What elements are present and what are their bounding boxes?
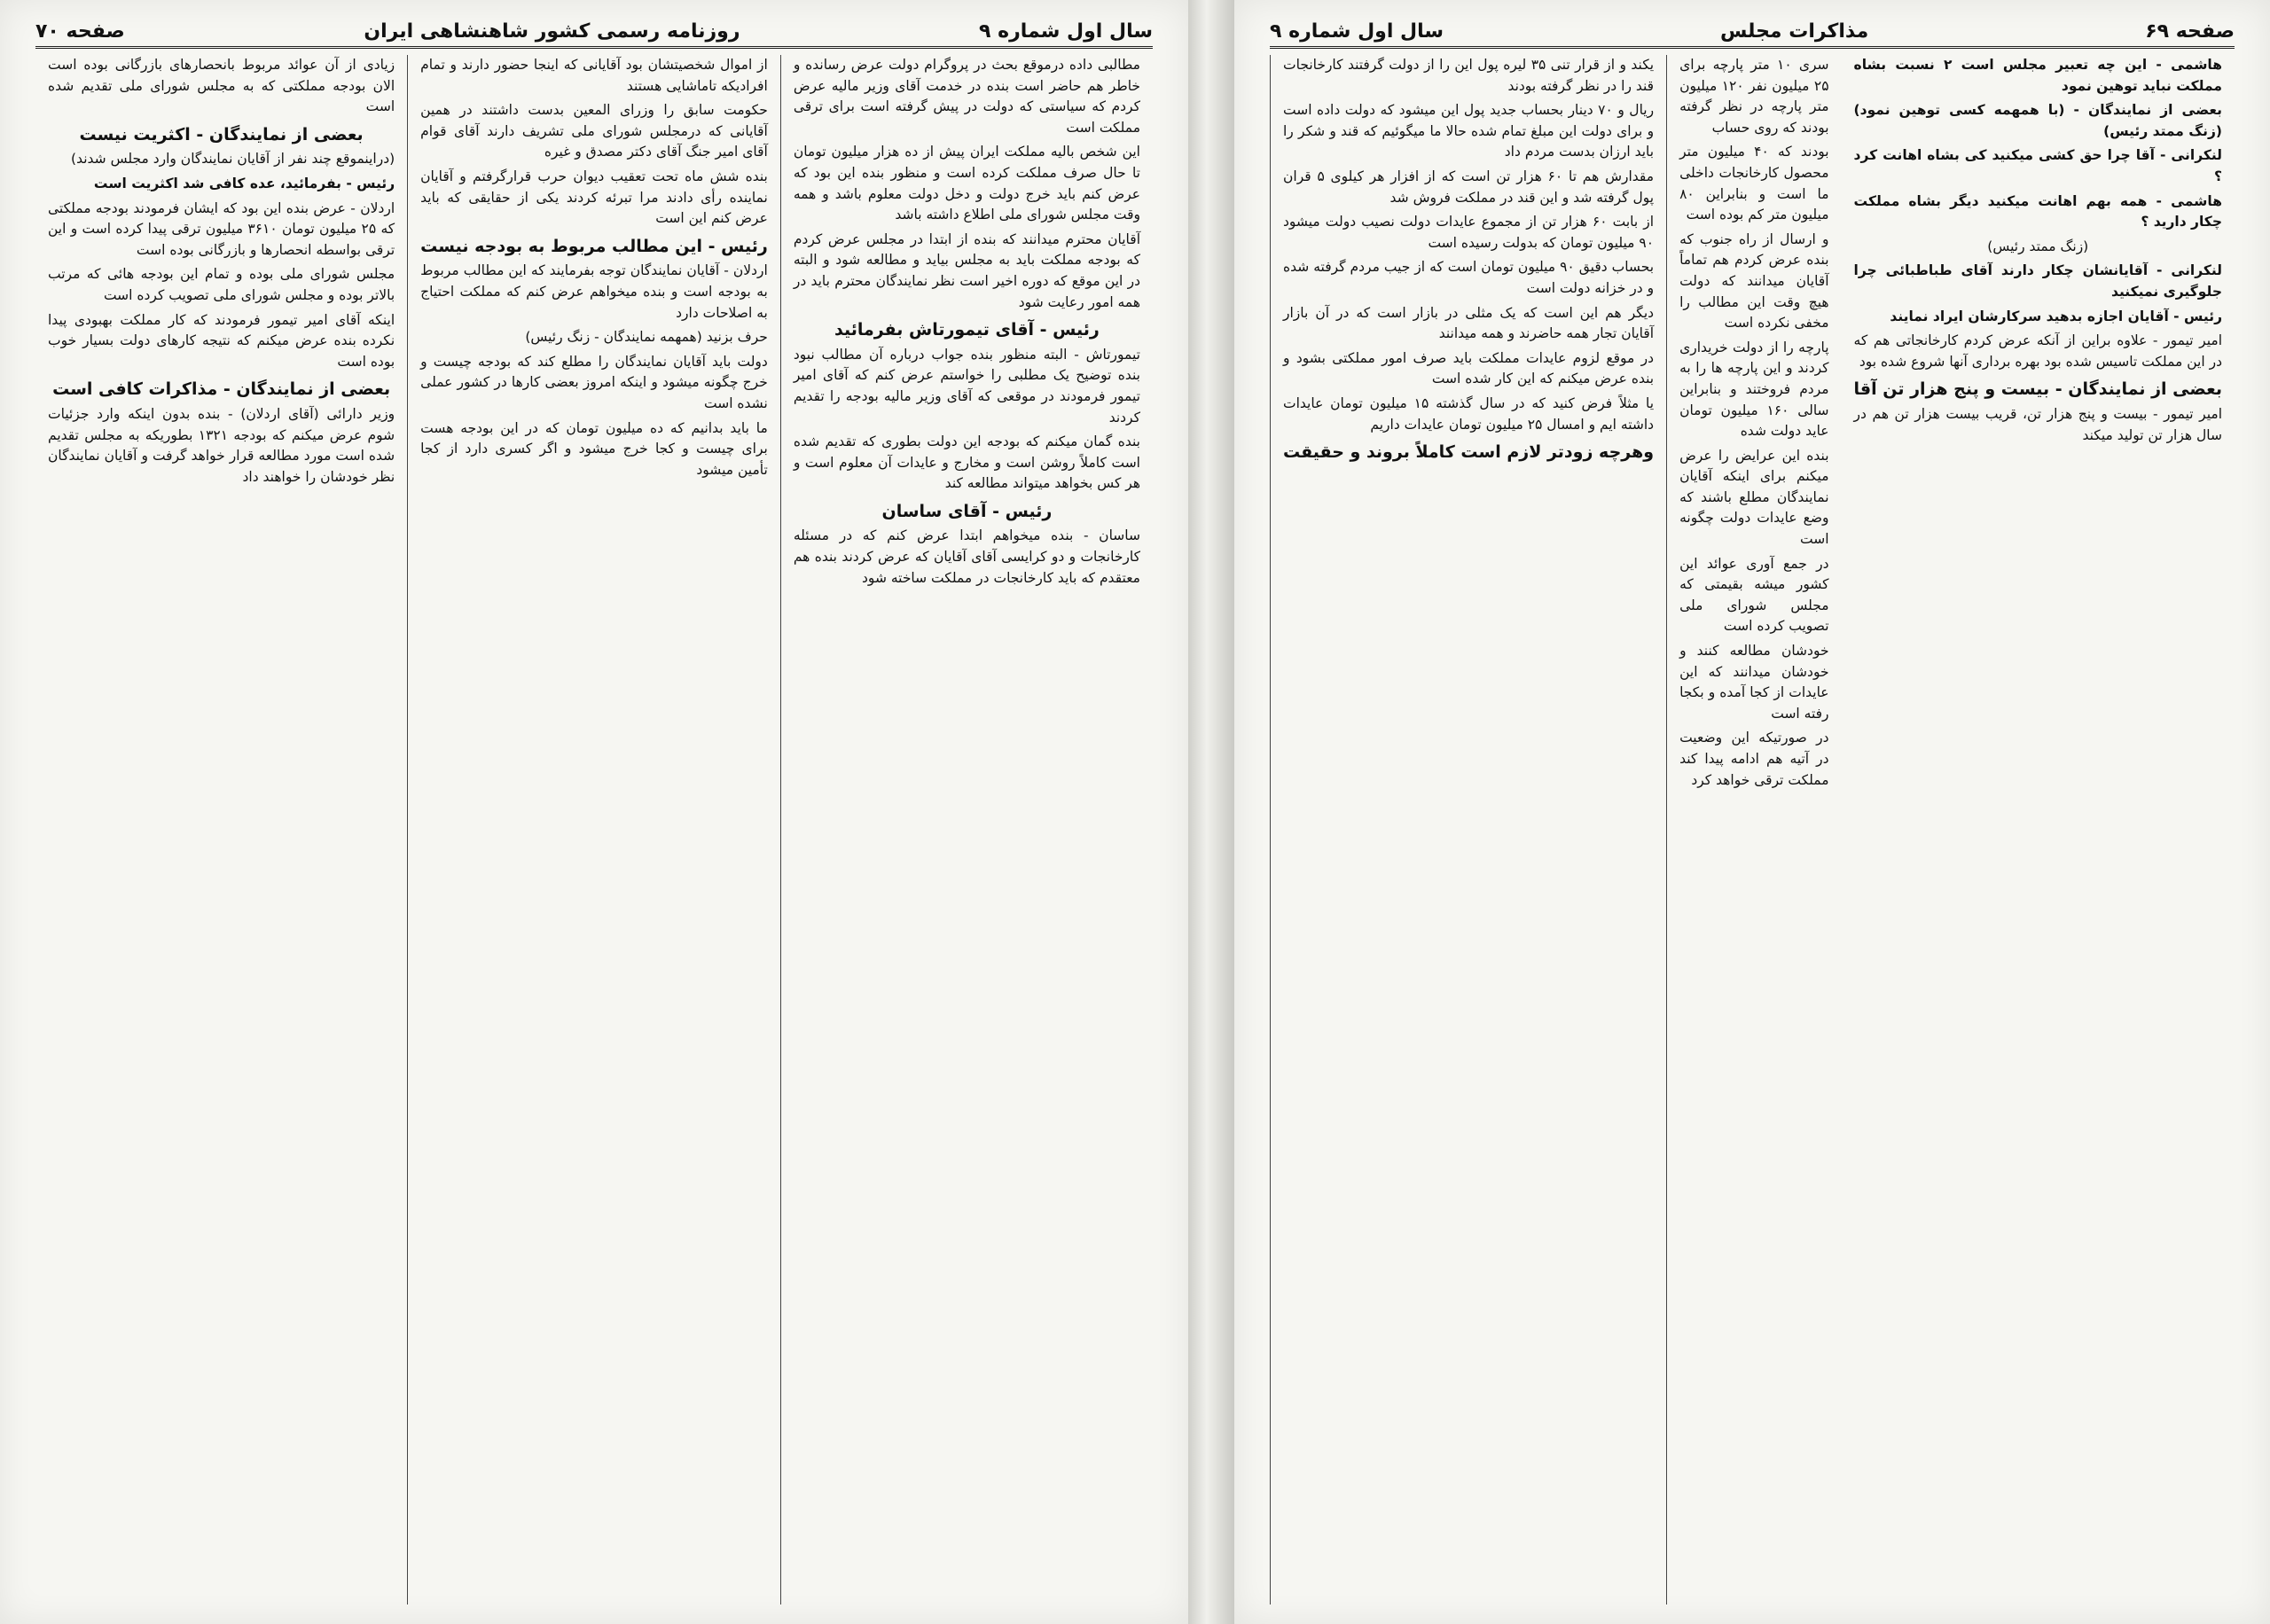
paragraph: در جمع آوری عوائد این کشور میشه بقیمتی که مجلس شورای ملی تصویب کرده است — [1679, 555, 1829, 635]
paragraph: امیر تیمور - علاوه براین از آنکه عرض کردم کارخانجاتی هم که در این مملکت تاسیس شده بود بهره برداری آنها شروع شده بود — [1853, 332, 2222, 370]
paragraph: هاشمی - همه بهم اهانت میکنید دیگر بشاه مملکت چکار دارید ؟ — [1853, 192, 2222, 230]
paragraph: این شخص بالیه مملکت ایران پیش از ده هزار میلیون تومان تا حال صرف مملکت کرده است و منظور بنده این بود که عرض کنم باید خرج دولت و دخل دولت معلوم باشد و همه وقت مجلس شورای ملی اطلاع داشته باشد — [793, 144, 1140, 223]
right-page-issue: سال اول شماره ۹ — [1270, 20, 1444, 43]
paragraph: ما باید بدانیم که ده میلیون تومان که در این بودجه هست برای چیست و کجا خرج میشود و اگر کسری دارد از کجا تأمین میشود — [420, 419, 768, 478]
right-page — [1234, 0, 2270, 1624]
speaker-heading: رئیس - آقای ساسان — [881, 501, 1053, 521]
right-page-columns — [1270, 55, 2235, 1604]
paragraph: رئیس - بفرمائید، عده کافی شد اکثریت است — [93, 175, 395, 191]
left-page-issue: سال اول شماره ۹ — [978, 20, 1153, 43]
paragraph: اردلان - عرض بنده این بود که ایشان فرمودند بودجه مملکتی که ۲۵ میلیون تومان ۳۶۱۰ میلیون ترقی پیدا کرده است و این ترقی بواسطه انحصارها و بازرگانی بوده است — [48, 199, 395, 258]
speaker-heading: بعضی از نمایندگان - مذاکرات کافی است — [52, 379, 391, 400]
paragraph: از اموال شخصیتشان بود آقایانی که اینجا حضور دارند و تمام افرادیکه تاماشایی هستند — [420, 57, 768, 94]
paragraph: یا مثلاً فرض کنید که در سال گذشته ۱۵ میلیون تومان عایدات داشته ایم و امسال ۲۵ میلیون تومان عایدات داریم — [1283, 394, 1655, 433]
left-column-3 — [35, 55, 407, 1604]
paragraph: (زنگ ممتد رئیس) — [1987, 238, 2089, 254]
paragraph: آقایان محترم میدانند که بنده از ابتدا در مجلس عرض کردم که بودجه مملکت باید به مجلس بیاید و مطالعه شود و البته در این موقع که دوره اخیر است نظر نمایندگان محترم باید در همه امور رعایت شود — [793, 230, 1140, 310]
left-page-header — [35, 16, 1153, 49]
left-column-2 — [407, 55, 780, 1604]
paragraph: در صورتیکه این وضعیت در آتیه هم ادامه پیدا کند مملکت ترقی خواهد کرد — [1679, 730, 1829, 788]
paragraph: رئیس - آقایان اجازه بدهید سرکارشان ایراد نمایند — [1890, 308, 2222, 324]
paragraph: ریال و ۷۰ دینار بحساب جدید پول این میشود که دولت داده است و برای دولت این مبلغ تمام شده حالا ما میگوئیم که قند و شکر را باید ارزان بدست مردم داد — [1283, 102, 1655, 160]
paragraph: اردلان - آقایان نمایندگان توجه بفرمایند که این مطالب مربوط به بودجه است و بنده میخواهم عرض کنم که مملکت احتیاج به اصلاحات دارد — [420, 262, 768, 321]
paragraph: زیادی از آن عوائد مربوط بانحصارهای بازرگانی بوده است الان بودجه مملکتی که به مجلس شورای ملی تقدیم شده است — [48, 57, 395, 115]
right-column-1 — [1270, 55, 1666, 1604]
paragraph: بنده گمان میکنم که بودجه این دولت بطوری که تقدیم شده است کاملاً روشن است و مخارج و عایدات آن معلوم است و هر کس بخواهد میتواند مطالعه کند — [793, 433, 1140, 492]
paragraph: لنکرانی - آقا چرا حق کشی میکنید کی بشاه اهانت کرد ؟ — [1853, 147, 2222, 184]
right-column-3 — [1842, 55, 2235, 1604]
paragraph: بحساب دقیق ۹۰ میلیون تومان است که از جیب مردم گرفته شده و در خزانه دولت است — [1283, 259, 1655, 296]
paragraph: امیر تیمور - بیست و پنج هزار تن، قریب بیست هزار تن هم در سال هزار تن تولید میکند — [1853, 405, 2222, 443]
page-gutter — [1188, 0, 1234, 1624]
right-column-2 — [1666, 55, 1841, 1604]
right-page-number: صفحه ۶۹ — [2145, 20, 2235, 43]
paragraph: بودند که ۴۰ میلیون متر محصول کارخانجات داخلی ما است و بنابراین ۸۰ میلیون متر کم بوده است — [1679, 144, 1829, 223]
right-page-header — [1270, 16, 2235, 49]
right-page-title: مذاکرات مجلس — [1720, 20, 1869, 43]
paragraph: هاشمی - این چه تعبیر مجلس است ۲ نسبت بشاه مملکت نباید توهین نمود — [1853, 57, 2223, 94]
paragraph: سری ۱۰ متر پارچه برای ۲۵ میلیون نفر ۱۲۰ میلیون متر پارچه در نظر گرفته بودند که روی حساب — [1679, 57, 1829, 136]
column-footer-line: وهرچه زودتر لازم است کاملاً بروند و حقیقت — [1283, 442, 1655, 463]
paragraph: وزیر دارائی (آقای اردلان) - بنده بدون اینکه وارد جزئیات شوم عرض میکنم که بودجه ۱۳۲۱ بطوریکه به مجلس تقدیم شده است مورد مطالعه قرار خواهد گرفت و آقایان نمایندگان نظر خودشان را خواهند داد — [48, 405, 395, 485]
paragraph: پارچه را از دولت خریداری کردند و این پارچه ها را به مردم فروختند و بنابراین سالی ۱۶۰ میلیون تومان عاید دولت شده — [1679, 339, 1829, 440]
paragraph: در موقع لزوم عایدات مملکت باید صرف امور مملکتی بشود و بنده عرض میکنم که این کار شده است — [1283, 349, 1655, 387]
paragraph: بعضی از نمایندگان - (با همهمه کسی توهین نمود) (زنگ ممتد رئیس) — [1853, 102, 2222, 139]
paragraph: مقدارش هم تا ۶۰ هزار تن است که از افزار هر کیلوی ۵ قران پول گرفته شد و این قند در مملکت فروش شد — [1283, 168, 1655, 206]
paragraph: بنده این عرایض را عرض میکنم برای اینکه آقایان نمایندگان مطلع باشند که وضع عایدات دولت چگونه است — [1679, 447, 1829, 548]
paragraph: حکومت سابق را وزرای المعین بدست داشتند در همین آقایانی که درمجلس شورای ملی تشریف دارند آقای قوام آقای امیر جنگ آقای دکتر مصدق و غیره — [420, 102, 768, 160]
paragraph: مجلس شورای ملی بوده و تمام این بودجه هائی که مرتب بالاتر بوده و مجلس شورای ملی تصویب کرده است — [48, 266, 395, 303]
paragraph: یکند و از قرار تنی ۳۵ لیره پول این را از دولت گرفتند کارخانجات قند را در نظر گرفته بودند — [1283, 57, 1655, 94]
paragraph: خودشان مطالعه کنند و خودشان میدانند که این عایدات از کجا آمده و بکجا رفته است — [1679, 643, 1829, 722]
speaker-heading: بعضی از نمایندگان - بیست و پنج هزار تن آقا — [1853, 379, 2222, 400]
paragraph: حرف بزنید (همهمه نمایندگان - زنگ رئیس) — [525, 329, 768, 346]
paragraph: (دراینموقع چند نفر از آقایان نمایندگان وارد مجلس شدند) — [71, 151, 395, 168]
paragraph: از بابت ۶۰ هزار تن از مجموع عایدات دولت نصیب دولت میشود ۹۰ میلیون تومان که بدولت رسیده است — [1283, 214, 1655, 251]
left-page-number: صفحه ۷۰ — [35, 20, 125, 43]
paragraph: دولت باید آقایان نمایندگان را مطلع کند که بودجه چیست و خرج چگونه میشود و اینکه امروز بعضی کارها در کشور عملی نشده است — [420, 353, 768, 411]
speaker-heading: رئیس - آقای تیمورتاش بفرمائید — [834, 320, 1100, 340]
speaker-heading: رئیس - این مطالب مربوط به بودجه نیست — [420, 236, 768, 256]
left-column-1 — [780, 55, 1153, 1604]
paragraph: لنکرانی - آقایانشان چکار دارند آقای طباطبائی چرا جلوگیری نمیکنید — [1853, 262, 2222, 300]
paragraph: اینکه آقای امیر تیمور فرمودند که کار مملکت بهبودی پیدا نکرده بنده عرض میکنم که نتیجه کارهای دولت بسیار خوب بوده است — [48, 311, 395, 370]
paragraph: و ارسال از راه جنوب که بنده عرض کردم هم تماماً آقایان میدانند که دولت هیچ وقت این مطالب را مخفی نکرده است — [1679, 230, 1829, 332]
paragraph: تیمورتاش - البته منظور بنده جواب درباره آن مطالب نبود بنده توضیح یک مطلبی را خواستم عرض کنم که آقای امیر تیمور فرمودند در موقعی که آقای وزیر مالیه بودجه را تقدیم کردند — [793, 346, 1140, 426]
paragraph: بنده شش ماه تحت تعقیب دیوان حرب قرارگرفتم و آقایان نماینده رأی دادند مرا تبرئه کردند یکی از حقایقی که باید عرض کنم این است — [420, 168, 768, 227]
speaker-heading: بعضی از نمایندگان - اکثریت نیست — [79, 124, 364, 144]
paragraph: دیگر هم این است که یک مثلی در بازار است که در آن بازار آقایان تجار همه حاضرند و همه میدانند — [1283, 304, 1655, 342]
paragraph: ساسان - بنده میخواهم ابتدا عرض کنم که در مسئله کارخانجات و دو کرایسی آقای آقایان که عرض کردند بنده هم معتقدم که باید کارخانجات در مملکت ساخته شود — [793, 527, 1140, 586]
left-page-columns — [35, 55, 1153, 1604]
left-page-title: روزنامه رسمی کشور شاهنشاهی ایران — [364, 20, 740, 43]
paragraph: مطالبی داده درموقع بحث در پروگرام دولت عرض رسانده و خاطر هم حاضر است بنده در خدمت آقای وزیر مالیه عرض کردم که سیاستی که دولت در پیش گرفته است برای ترقی مملکت است — [793, 57, 1140, 136]
